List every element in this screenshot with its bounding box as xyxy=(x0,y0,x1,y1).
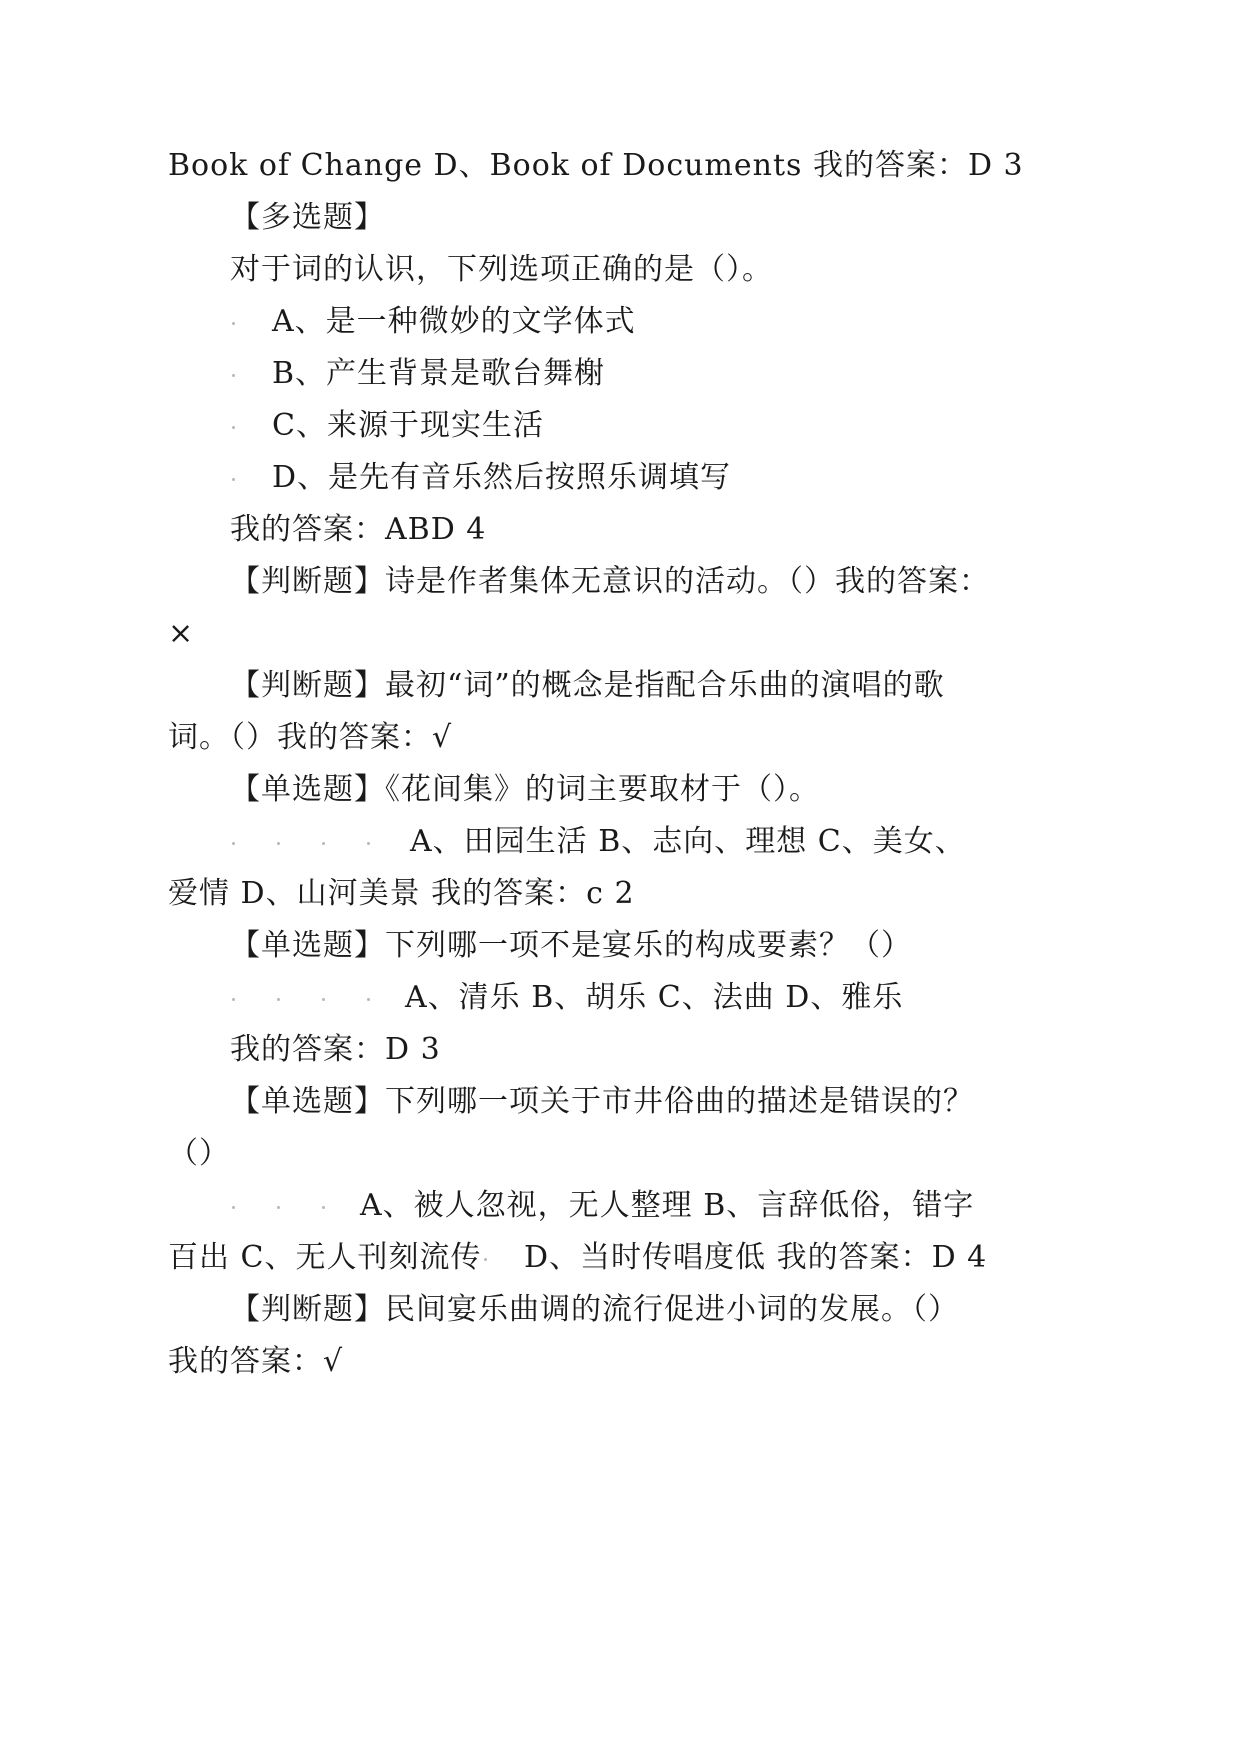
bullet-dot xyxy=(322,998,325,1001)
bullet-dot xyxy=(232,322,235,325)
bullet-dot xyxy=(277,1206,280,1209)
section-heading: 【多选题】 xyxy=(230,200,385,235)
question-text: 【判断题】民间宴乐曲调的流行促进小词的发展。（） xyxy=(230,1292,959,1327)
question-text: 【判断题】最初“词”的概念是指配合乐曲的演唱的歌 xyxy=(230,668,945,703)
option-line-continued: 百出 C、无人刊刻流传 xyxy=(168,1240,482,1275)
bullet-dot xyxy=(232,998,235,1001)
question-text: 【单选题】下列哪一项不是宴乐的构成要素？（） xyxy=(230,928,912,963)
bullet-dot xyxy=(232,842,235,845)
bullet-dot xyxy=(367,998,370,1001)
bullet-dot xyxy=(484,1258,487,1261)
bullet-dot xyxy=(232,1206,235,1209)
answer-line: 我的答案：D 3 xyxy=(230,1032,441,1067)
bullet-dot xyxy=(277,842,280,845)
bullet-dot xyxy=(367,842,370,845)
option-line: D、是先有音乐然后按照乐调填写 xyxy=(272,460,732,495)
question-text: 【判断题】诗是作者集体无意识的活动。（）我的答案： xyxy=(230,564,990,599)
option-line-continued: 爱情 D、山河美景 我的答案：c 2 xyxy=(168,876,635,911)
bullet-dot xyxy=(322,842,325,845)
answer-line: 我的答案：ABD 4 xyxy=(230,512,487,547)
option-line: B、产生背景是歌台舞榭 xyxy=(272,356,606,391)
option-line: A、被人忽视，无人整理 B、言辞低俗，错字 xyxy=(360,1188,975,1223)
option-line: A、田园生活 B、志向、理想 C、美女、 xyxy=(410,824,966,859)
text-line: Book of Change D、Book of Documents 我的答案：D 3 xyxy=(168,148,1024,183)
bullet-dot xyxy=(232,478,235,481)
option-line: C、来源于现实生活 xyxy=(272,408,544,443)
option-line-continued: D、当时传唱度低 我的答案：D 4 xyxy=(524,1240,988,1275)
question-text-continued: 词。（）我的答案：√ xyxy=(168,720,453,755)
option-line: A、是一种微妙的文学体式 xyxy=(272,304,636,339)
bullet-dot xyxy=(277,998,280,1001)
question-text: 【单选题】下列哪一项关于市井俗曲的描述是错误的？ xyxy=(230,1084,974,1119)
question-text-continued: （） xyxy=(168,1136,230,1171)
question-text: 【单选题】《花间集》的词主要取材于（）。 xyxy=(230,772,820,807)
bullet-dot xyxy=(232,374,235,377)
answer-mark: × xyxy=(168,616,195,651)
question-text: 对于词的认识，下列选项正确的是（）。 xyxy=(230,252,773,287)
bullet-dot xyxy=(322,1206,325,1209)
option-line: A、清乐 B、胡乐 C、法曲 D、雅乐 xyxy=(405,980,904,1015)
answer-line: 我的答案：√ xyxy=(168,1344,344,1379)
bullet-dot xyxy=(232,426,235,429)
